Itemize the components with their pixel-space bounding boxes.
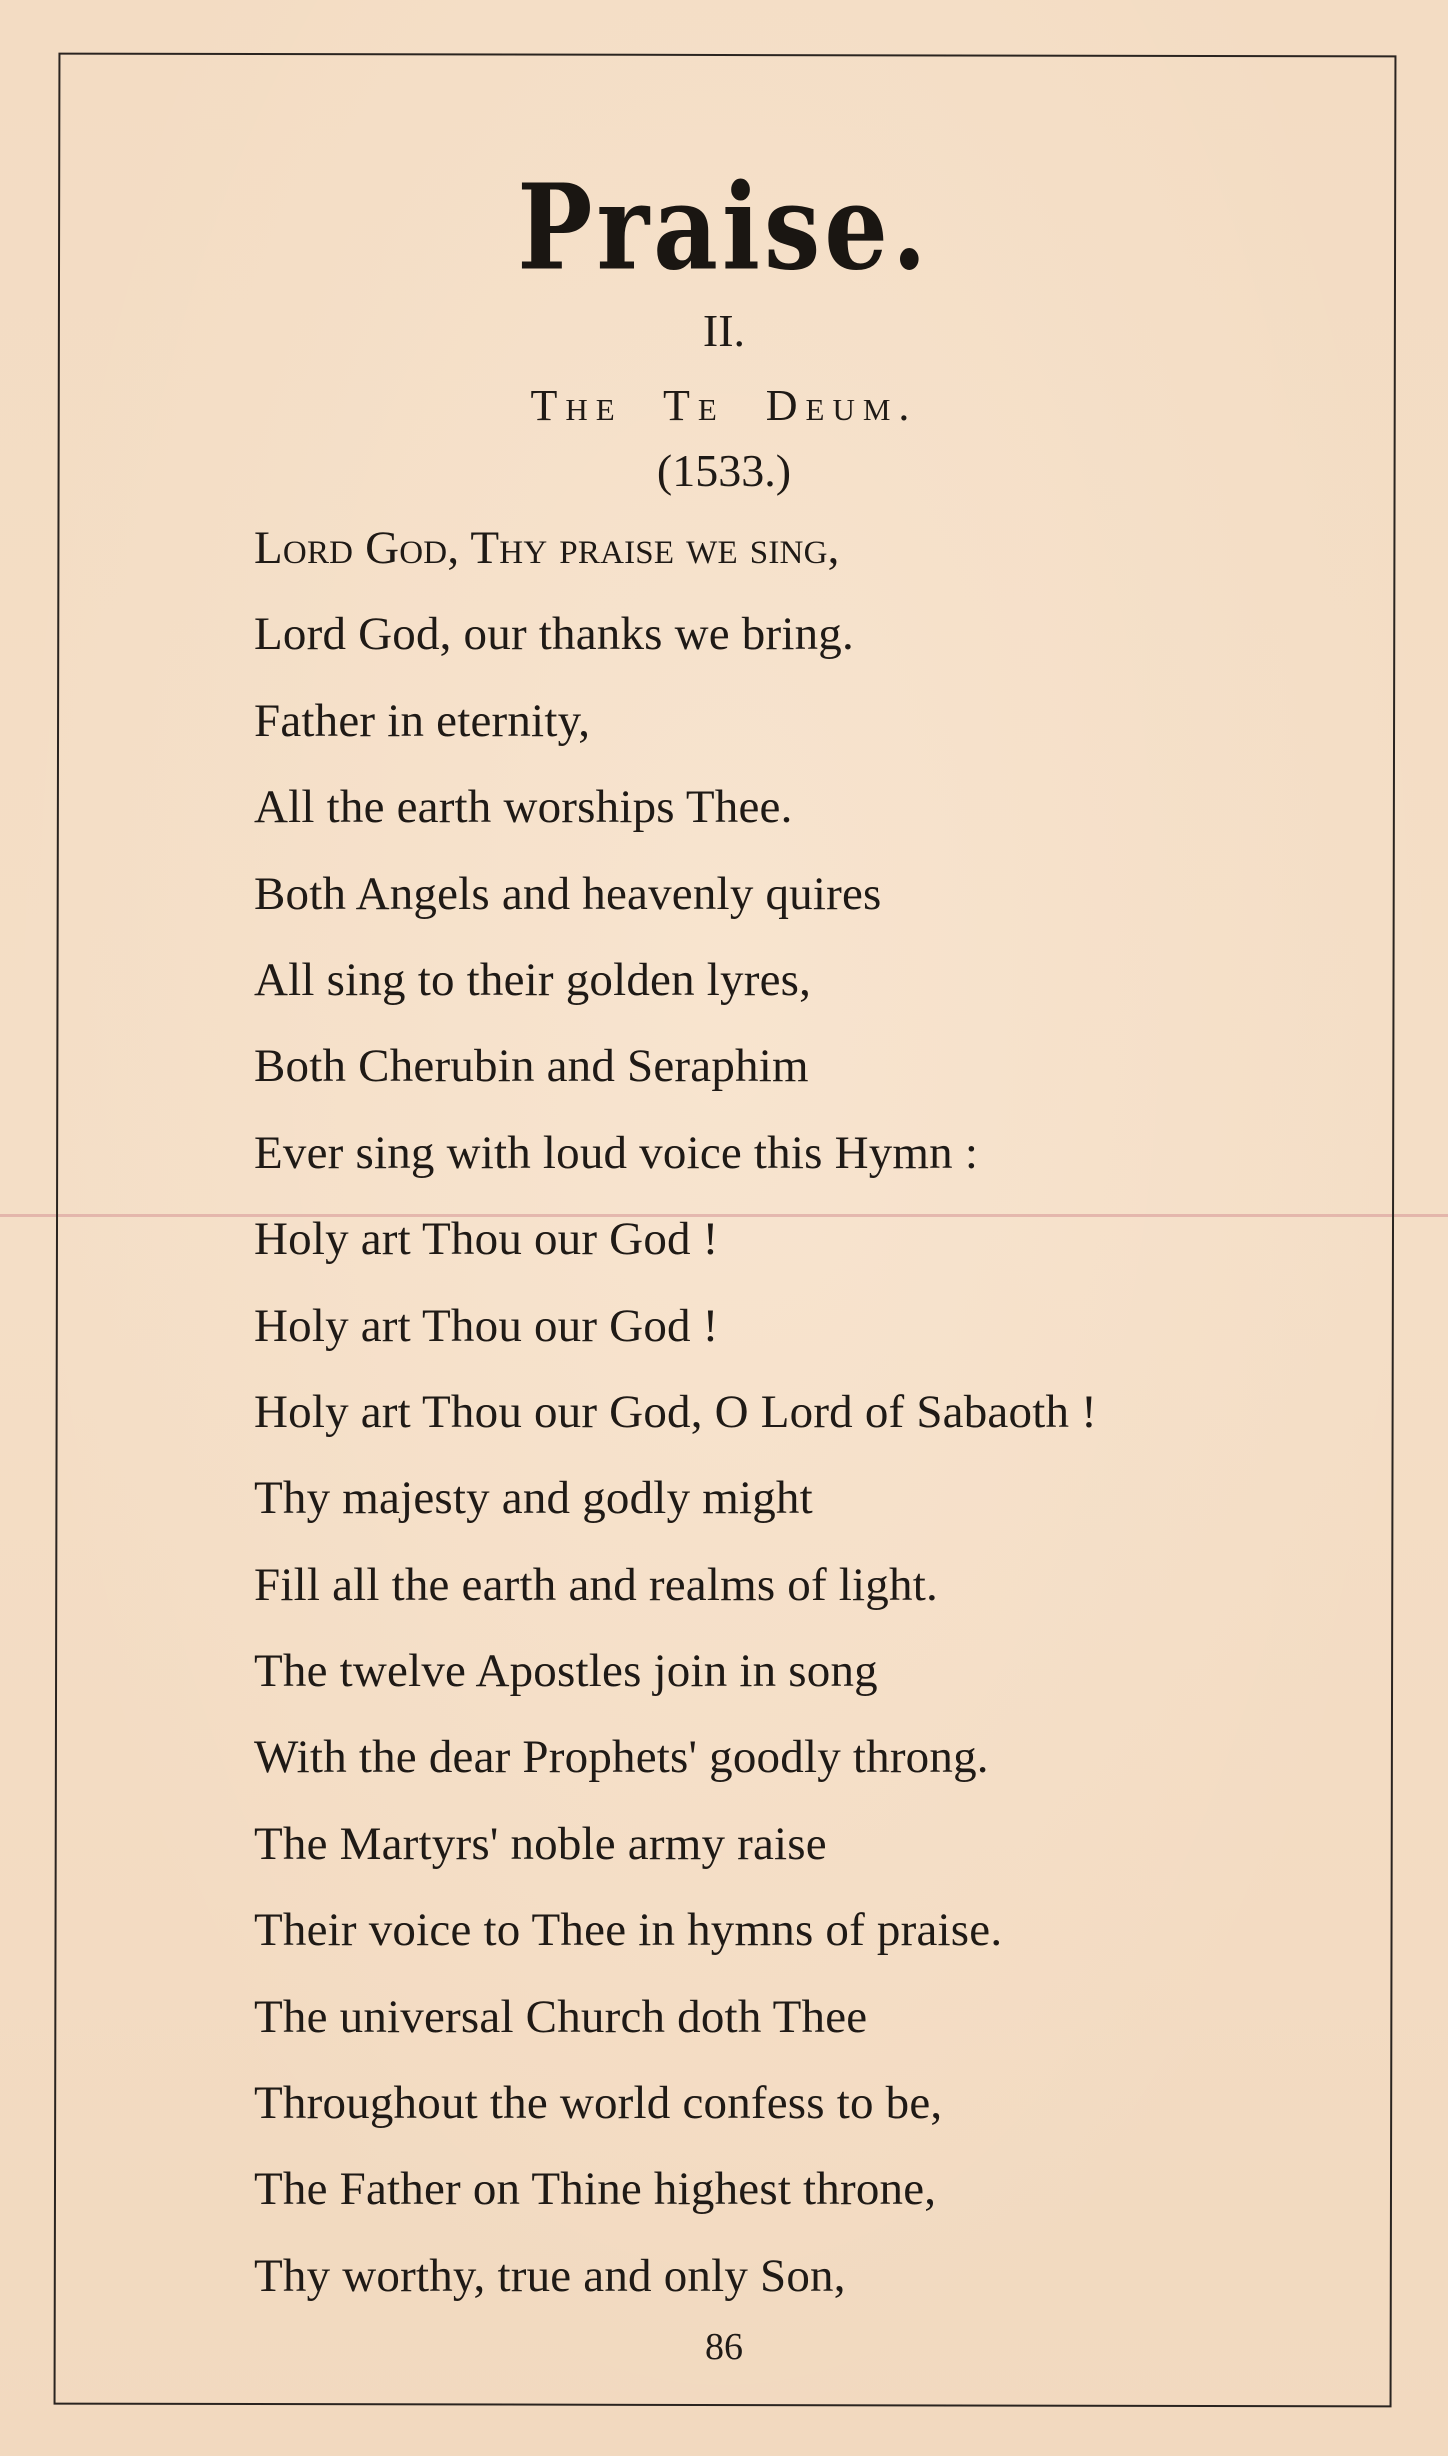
- hymn-year: (1533.): [656, 445, 792, 496]
- verse-line: Thy majesty and godly might: [254, 1472, 813, 1525]
- verse-line: The Martyrs' noble army raise: [254, 1817, 827, 1870]
- verse-line: Holy art Thou our God !: [254, 1299, 719, 1352]
- page-number: 86: [705, 2326, 743, 2368]
- verse-line: Fill all the earth and realms of light.: [254, 1558, 938, 1611]
- verse-line: All the earth worships Thee.: [254, 781, 793, 834]
- hymn-verse: [254, 512, 1374, 2326]
- verse-line: Lord God, Thy praise we sing,: [254, 522, 840, 574]
- verse-line: The universal Church doth Thee: [254, 1990, 868, 2043]
- verse-line: Holy art Thou our God !: [254, 1213, 719, 1266]
- verse-line: With the dear Prophets' goodly throng.: [254, 1731, 989, 1784]
- verse-line: The twelve Apostles join in song: [254, 1645, 878, 1698]
- verse-line: Holy art Thou our God, O Lord of Sabaoth !: [254, 1385, 1097, 1438]
- page-title: Praise.: [517, 157, 931, 297]
- verse-line: Father in eternity,: [254, 694, 591, 747]
- verse-line: Thy worthy, true and only Son,: [254, 2249, 846, 2302]
- verse-line: All sing to their golden lyres,: [254, 953, 812, 1006]
- verse-line: Their voice to Thee in hymns of praise.: [254, 1904, 1003, 1957]
- verse-line: Ever sing with loud voice this Hymn :: [254, 1126, 979, 1179]
- verse-line: Both Cherubin and Seraphim: [254, 1040, 809, 1093]
- verse-line: Throughout the world confess to be,: [254, 2077, 943, 2130]
- verse-line: The Father on Thine highest throne,: [254, 2163, 937, 2216]
- section-numeral: II.: [702, 305, 746, 356]
- hymn-subtitle: The Te Deum.: [530, 381, 918, 430]
- verse-line: Lord God, our thanks we bring.: [254, 608, 854, 661]
- verse-line: Both Angels and heavenly quires: [254, 867, 882, 920]
